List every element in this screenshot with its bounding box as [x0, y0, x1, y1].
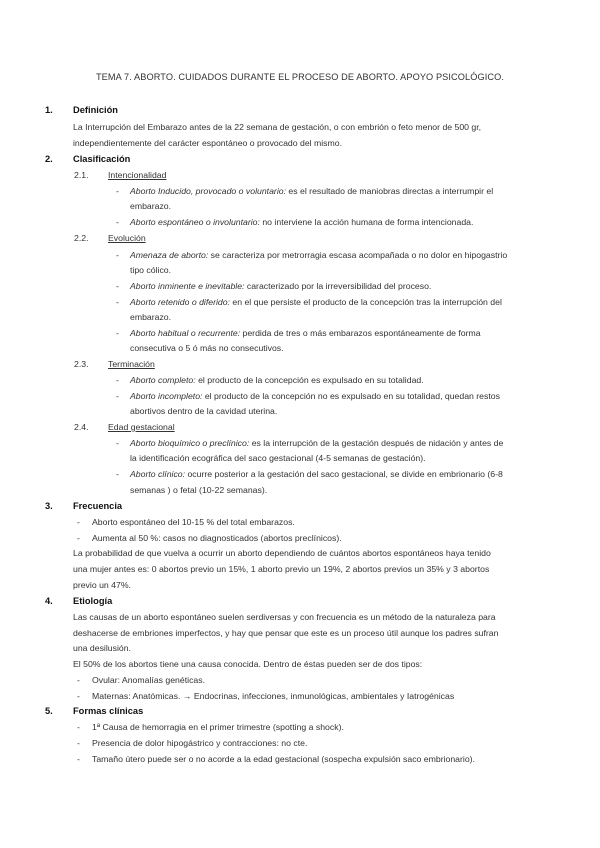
etiologia-bullet-ovular: Ovular: Anomalías genéticas. — [92, 675, 205, 685]
frecuencia-bullet-1: Aborto espontáneo del 10-15 % del total embarazos. — [92, 517, 295, 527]
bullet-amenaza-aborto-cont: tipo cólico. — [130, 265, 172, 275]
bullet-dash: - — [77, 517, 80, 527]
subsection-edad-gestacional: 2.4. Edad gestacional — [74, 422, 175, 432]
definicion-line-2: independientemente del carácter espontáneo o provocado del mismo. — [73, 138, 343, 148]
document-title: TEMA 7. ABORTO. CUIDADOS DURANTE EL PROCESO DE ABORTO. APOYO PSICOLÓGICO. — [95, 72, 505, 82]
bullet-aborto-incompleto: Aborto incompleto: el producto de la concepción no es expulsado en su totalidad, quedan restos — [130, 391, 500, 401]
bullet-dash: - — [77, 533, 80, 543]
bullet-aborto-bioquimico-cont: la identificación ecográfica del saco gestacional (4-5 semanas de gestación). — [130, 453, 426, 463]
etiologia-bullet-maternas: Maternas: Anatómicas. → Endocrinas, infecciones, inmunológicas, ambientales y Iatrogénicas — [92, 691, 455, 701]
bullet-dash: - — [77, 691, 80, 701]
bullet-aborto-retenido: Aborto retenido o diferido: en el que persiste el producto de la concepción tras la interrupción del — [130, 297, 502, 307]
section-frecuencia-heading: 3. Frecuencia — [45, 501, 123, 511]
bullet-dash: - — [116, 391, 119, 401]
formas-bullet-2: Presencia de dolor hipogástrico y contracciones: no cte. — [92, 738, 308, 748]
bullet-aborto-retenido-cont: embarazo. — [130, 312, 172, 322]
etiologia-para-line-2: deshacerse de embriones imperfectos, y hay que pensar que este es un proceso útil aunque los padres sufran — [73, 628, 499, 638]
formas-bullet-3: Tamaño útero puede ser o no acorde a la edad gestacional (sospecha expulsión saco embrionario). — [92, 754, 475, 764]
bullet-dash: - — [116, 186, 119, 196]
bullet-dash: - — [77, 722, 80, 732]
frecuencia-para-line-2: una mujer antes es: 0 abortos previo un 15%, 1 aborto previo un 19%, 2 abortos previos un 35% y 3 abortos — [73, 564, 490, 574]
bullet-dash: - — [77, 675, 80, 685]
bullet-aborto-completo: Aborto completo: el producto de la concepción es expulsado en su totalidad. — [130, 375, 424, 385]
section-etiologia-heading: 4. Etiología — [45, 596, 113, 606]
bullet-aborto-habitual-cont: consecutiva o 5 ó más no consecutivos. — [130, 343, 284, 353]
bullet-aborto-incompleto-cont: abortivos dentro de la cavidad uterina. — [130, 406, 278, 416]
section-definicion-heading: 1. Definición — [45, 105, 118, 115]
bullet-dash: - — [116, 438, 119, 448]
bullet-aborto-habitual: Aborto habitual o recurrente: perdida de tres o más embarazos espontáneamente de forma — [130, 328, 481, 338]
bullet-dash: - — [116, 375, 119, 385]
bullet-amenaza-aborto: Amenaza de aborto: se caracteriza por metrorragia escasa acompañada o no dolor en hipogastrio — [130, 250, 508, 260]
etiologia-para-line-1: Las causas de un aborto espontáneo suelen serdiversas y con frecuencia es un método de la naturaleza para — [73, 612, 496, 622]
bullet-dash: - — [77, 738, 80, 748]
definicion-line-1: La Interrupción del Embarazo antes de la 22 semana de gestación, o con embrión o feto menor de 500 gr, — [73, 122, 482, 132]
bullet-dash: - — [116, 297, 119, 307]
frecuencia-para-line-1: La probabilidad de que vuelva a ocurrir un aborto dependiendo de cuántos abortos espontáneos haya tenido — [73, 548, 491, 558]
frecuencia-para-line-3: previo un 47%. — [73, 580, 131, 590]
etiologia-para-line-4: El 50% de los abortos tiene una causa conocida. Dentro de éstas pueden ser de dos tipos: — [73, 659, 423, 669]
bullet-dash: - — [116, 250, 119, 260]
formas-bullet-1: 1ª Causa de hemorragia en el primer trimestre (spotting a shock). — [92, 722, 344, 732]
bullet-aborto-clinico-cont: semanas ) o fetal (10-22 semanas). — [130, 485, 268, 495]
bullet-aborto-bioquimico: Aborto bioquímico o preclínico: es la interrupción de la gestación después de nidación y antes de — [130, 438, 504, 448]
section-clasificacion-heading: 2. Clasificación — [45, 154, 131, 164]
bullet-aborto-inminente: Aborto inminente e inevitable: caracterizado por la irreversibilidad del proceso. — [130, 281, 432, 291]
bullet-dash: - — [116, 281, 119, 291]
subsection-evolucion: 2.2. Evolución — [74, 233, 146, 243]
section-formas-clinicas-heading: 5. Formas clínicas — [45, 706, 144, 716]
subsection-intencionalidad: 2.1. Intencionalidad — [74, 170, 167, 180]
frecuencia-bullet-2: Aumenta al 50 %: casos no diagnosticados (abortos preclínicos). — [92, 533, 342, 543]
etiologia-para-line-3: una desilusión. — [73, 643, 131, 653]
bullet-aborto-clinico: Aborto clínico: ocurre posterior a la gestación del saco gestacional, se divide en embrionario (6-8 — [130, 469, 503, 479]
bullet-dash: - — [116, 217, 119, 227]
bullet-dash: - — [116, 469, 119, 479]
bullet-dash: - — [116, 328, 119, 338]
bullet-dash: - — [77, 754, 80, 764]
subsection-terminacion: 2.3. Terminación — [74, 359, 155, 369]
bullet-aborto-espontaneo: Aborto espontáneo o involuntario: no interviene la acción humana de forma intencionada. — [130, 217, 474, 227]
bullet-aborto-inducido: Aborto Inducido, provocado o voluntario: es el resultado de maniobras directas a interrumpir el — [130, 186, 494, 196]
bullet-aborto-inducido-cont: embarazo. — [130, 201, 172, 211]
